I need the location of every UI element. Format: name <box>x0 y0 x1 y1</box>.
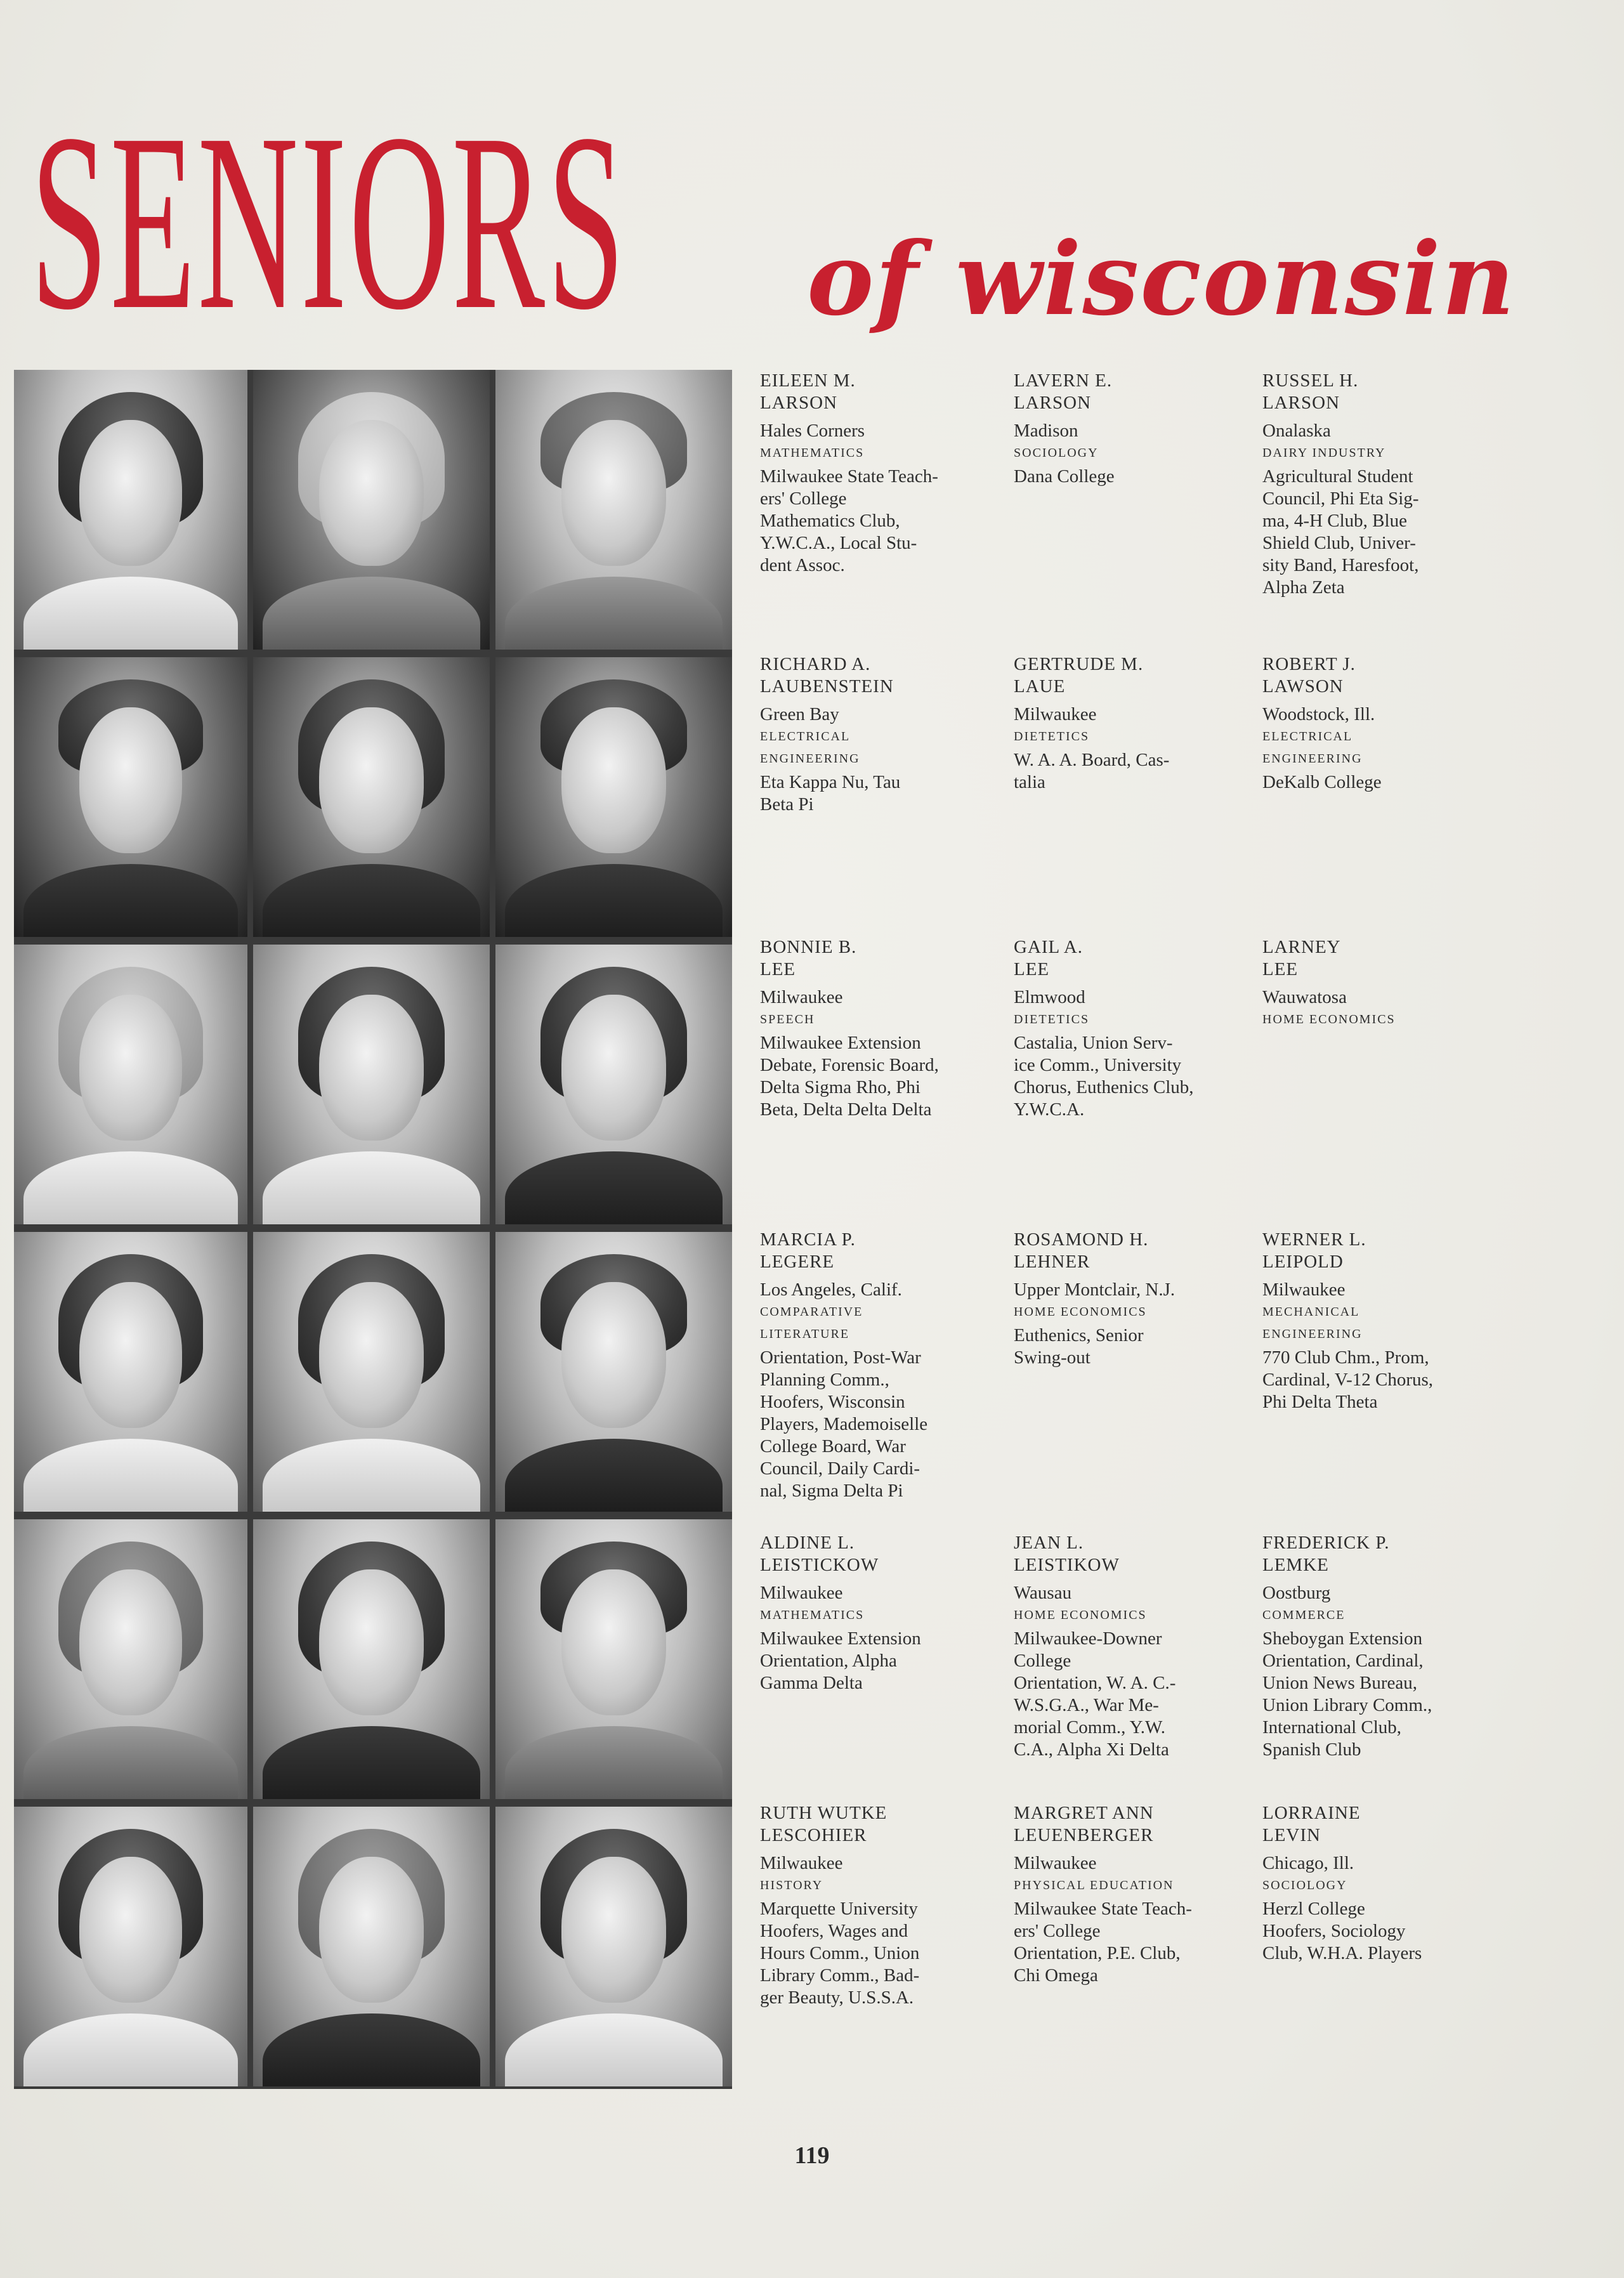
major: COMPARATIVE LITERATURE <box>760 1305 863 1341</box>
first-name: RICHARD A. <box>760 654 871 674</box>
senior-entry <box>1014 936 1229 1121</box>
page-number: 119 <box>794 2142 830 2169</box>
portrait-photo <box>495 1807 732 2086</box>
senior-entry <box>760 936 976 1121</box>
last-name: LAUE <box>1014 676 1066 697</box>
last-name: LEHNER <box>1014 1252 1090 1272</box>
major: DIETETICS <box>1014 730 1090 743</box>
major: HISTORY <box>760 1878 823 1892</box>
portrait-photo <box>253 1519 490 1799</box>
senior-entry <box>1262 1802 1478 1965</box>
first-name: WERNER L. <box>1262 1229 1366 1250</box>
portrait-photo <box>14 657 247 937</box>
activities: DeKalb College <box>1262 772 1382 792</box>
first-name: EILEEN M. <box>760 370 856 391</box>
senior-entry <box>1262 370 1478 599</box>
senior-entry <box>760 653 976 816</box>
first-name: GAIL A. <box>1014 937 1084 957</box>
activities: 770 Club Chm., Prom, Cardinal, V-12 Chorus, Phi Delta Theta <box>1262 1347 1434 1412</box>
activities: Agricultural Student Council, Phi Eta Sig- ma, 4-H Club, Blue Shield Club, Univer- sity Band, Haresfoot, Alpha Zeta <box>1262 466 1419 598</box>
senior-entry <box>1014 1229 1229 1369</box>
senior-entry <box>760 370 976 577</box>
page-title: SENIORS <box>30 81 627 362</box>
activities: Castalia, Union Serv- ice Comm., University Chorus, Euthenics Club, Y.W.C.A. <box>1014 1033 1194 1120</box>
senior-entry <box>1014 370 1229 488</box>
activities: W. A. A. Board, Cas- talia <box>1014 750 1170 792</box>
major: DIETETICS <box>1014 1012 1090 1026</box>
portrait-photo <box>495 1519 732 1799</box>
portrait-photo <box>253 1232 490 1512</box>
activities: Herzl College Hoofers, Sociology Club, W.H.A. Players <box>1262 1899 1422 1963</box>
major: MATHEMATICS <box>760 446 865 460</box>
major: SOCIOLOGY <box>1014 446 1099 460</box>
activities: Dana College <box>1014 466 1115 487</box>
activities: Marquette University Hoofers, Wages and Hours Comm., Union Library Comm., Bad- ger Beauty, U.S.S.A. <box>760 1899 920 2008</box>
activities: Orientation, Post-War Planning Comm., Hoofers, Wisconsin Players, Mademoiselle College Board, War Council, Daily Cardi- nal, Sigma Delta Pi <box>760 1347 928 1501</box>
senior-entry <box>1262 1229 1478 1413</box>
hometown: Upper Montclair, N.J. <box>1014 1280 1175 1300</box>
portrait-photo <box>495 370 732 650</box>
hometown: Milwaukee <box>760 987 843 1007</box>
activities: Milwaukee-Downer College Orientation, W. A. C.- W.S.G.A., War Me- morial Comm., Y.W. C.A., Alpha Xi Delta <box>1014 1628 1176 1760</box>
hometown: Green Bay <box>760 704 839 724</box>
major: MECHANICAL ENGINEERING <box>1262 1305 1363 1341</box>
senior-entry <box>1262 653 1478 794</box>
major: ELECTRICAL ENGINEERING <box>760 730 860 766</box>
first-name: ROSAMOND H. <box>1014 1229 1149 1250</box>
senior-entry <box>1014 653 1229 794</box>
major: MATHEMATICS <box>760 1608 865 1622</box>
major: PHYSICAL EDUCATION <box>1014 1878 1174 1892</box>
page-subtitle: of wisconsin <box>807 221 1516 338</box>
portrait-photo <box>495 945 732 1224</box>
hometown: Madison <box>1014 421 1078 441</box>
portrait-photo <box>14 1519 247 1799</box>
portrait-photo <box>495 657 732 937</box>
first-name: LORRAINE <box>1262 1803 1361 1823</box>
activities: Milwaukee State Teach- ers' College Orientation, P.E. Club, Chi Omega <box>1014 1899 1192 1986</box>
activities: Euthenics, Senior Swing-out <box>1014 1325 1144 1368</box>
last-name: LARSON <box>760 393 838 413</box>
hometown: Woodstock, Ill. <box>1262 704 1375 724</box>
last-name: LARSON <box>1262 393 1340 413</box>
first-name: ROBERT J. <box>1262 654 1356 674</box>
hometown: Milwaukee <box>1014 704 1097 724</box>
major: HOME ECONOMICS <box>1262 1012 1396 1026</box>
portrait-photo <box>253 1807 490 2086</box>
first-name: ALDINE L. <box>760 1533 855 1553</box>
first-name: BONNIE B. <box>760 937 857 957</box>
portrait-photo <box>14 1807 247 2086</box>
last-name: LEE <box>760 959 796 979</box>
last-name: LEE <box>1262 959 1299 979</box>
portrait-photo <box>495 1232 732 1512</box>
activities: Sheboygan Extension Orientation, Cardinal, Union News Bureau, Union Library Comm., International Club, Spanish Club <box>1262 1628 1432 1760</box>
last-name: LEMKE <box>1262 1555 1329 1575</box>
activities: Eta Kappa Nu, Tau Beta Pi <box>760 772 901 815</box>
senior-entry <box>760 1229 976 1502</box>
major: DAIRY INDUSTRY <box>1262 446 1386 460</box>
last-name: LAWSON <box>1262 676 1344 697</box>
hometown: Onalaska <box>1262 421 1331 441</box>
last-name: LEUENBERGER <box>1014 1825 1154 1845</box>
senior-entry <box>1262 1532 1478 1761</box>
portrait-photo <box>253 945 490 1224</box>
first-name: GERTRUDE M. <box>1014 654 1144 674</box>
hometown: Los Angeles, Calif. <box>760 1280 902 1300</box>
last-name: LEGERE <box>760 1252 835 1272</box>
hometown: Chicago, Ill. <box>1262 1853 1354 1873</box>
senior-entry <box>1262 936 1478 1032</box>
hometown: Wauwatosa <box>1262 987 1347 1007</box>
hometown: Elmwood <box>1014 987 1085 1007</box>
hometown: Oostburg <box>1262 1583 1331 1603</box>
last-name: LEISTIKOW <box>1014 1555 1120 1575</box>
hometown: Hales Corners <box>760 421 865 441</box>
activities: Milwaukee Extension Orientation, Alpha Gamma Delta <box>760 1628 921 1693</box>
senior-entry <box>760 1532 976 1694</box>
hometown: Wausau <box>1014 1583 1072 1603</box>
portrait-grid <box>14 370 732 2089</box>
last-name: LEVIN <box>1262 1825 1321 1845</box>
last-name: LEE <box>1014 959 1050 979</box>
hometown: Milwaukee <box>760 1583 843 1603</box>
major: ELECTRICAL ENGINEERING <box>1262 730 1363 766</box>
senior-entry <box>1014 1802 1229 1987</box>
first-name: RUSSEL H. <box>1262 370 1359 391</box>
first-name: LARNEY <box>1262 937 1341 957</box>
first-name: LAVERN E. <box>1014 370 1113 391</box>
portrait-photo <box>14 370 247 650</box>
last-name: LEIPOLD <box>1262 1252 1344 1272</box>
senior-entry <box>1014 1532 1229 1761</box>
first-name: MARGRET ANN <box>1014 1803 1154 1823</box>
activities: Milwaukee Extension Debate, Forensic Board, Delta Sigma Rho, Phi Beta, Delta Delta Delta <box>760 1033 939 1120</box>
activities: Milwaukee State Teach- ers' College Mathematics Club, Y.W.C.A., Local Stu- dent Assoc. <box>760 466 938 575</box>
first-name: JEAN L. <box>1014 1533 1084 1553</box>
senior-entry <box>760 1802 976 2009</box>
last-name: LESCOHIER <box>760 1825 867 1845</box>
major: COMMERCE <box>1262 1608 1346 1622</box>
major: HOME ECONOMICS <box>1014 1608 1147 1622</box>
portrait-photo <box>14 945 247 1224</box>
last-name: LARSON <box>1014 393 1092 413</box>
hometown: Milwaukee <box>760 1853 843 1873</box>
first-name: FREDERICK P. <box>1262 1533 1390 1553</box>
major: SOCIOLOGY <box>1262 1878 1347 1892</box>
first-name: MARCIA P. <box>760 1229 856 1250</box>
major: HOME ECONOMICS <box>1014 1305 1147 1319</box>
last-name: LEISTICKOW <box>760 1555 879 1575</box>
major: SPEECH <box>760 1012 815 1026</box>
portrait-photo <box>253 370 490 650</box>
hometown: Milwaukee <box>1262 1280 1346 1300</box>
first-name: RUTH WUTKE <box>760 1803 887 1823</box>
portrait-photo <box>14 1232 247 1512</box>
portrait-photo <box>253 657 490 937</box>
last-name: LAUBENSTEIN <box>760 676 894 697</box>
hometown: Milwaukee <box>1014 1853 1097 1873</box>
